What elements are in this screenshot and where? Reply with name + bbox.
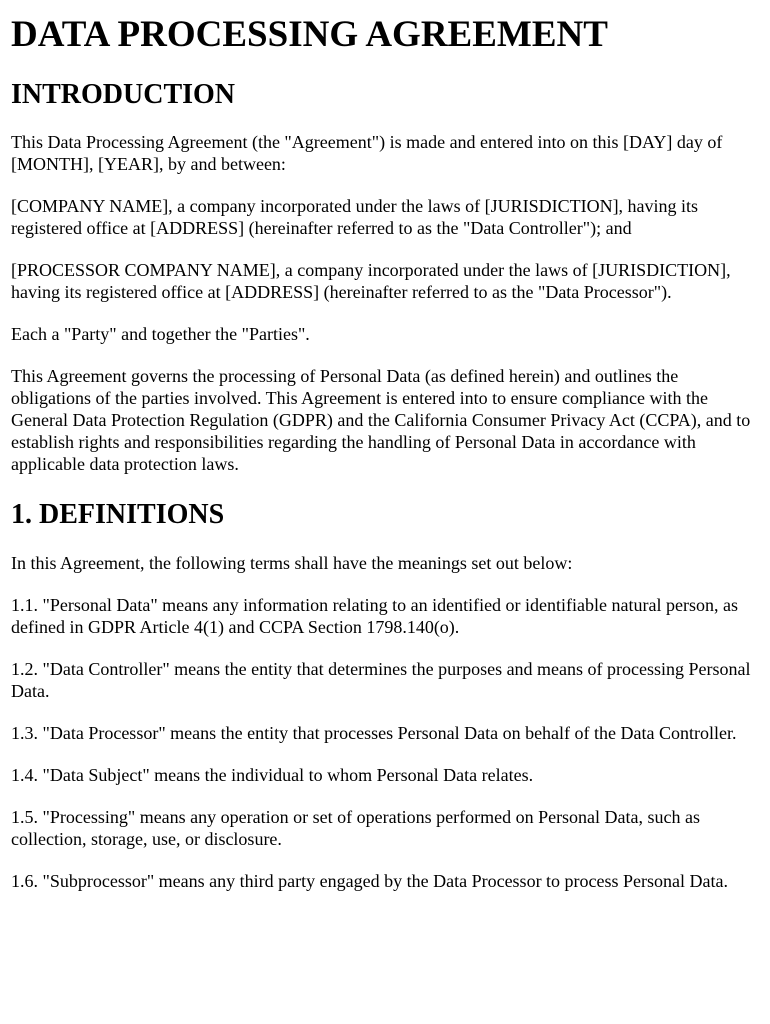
intro-paragraph-2: [COMPANY NAME], a company incorporated under the laws of [JURISDICTION], having its registered office at [ADDRESS] (hereinafter referred to as the "Data Controller"); and [11, 195, 699, 238]
intro-paragraph-4: Each a "Party" and together the "Parties". [11, 323, 310, 344]
intro-paragraph-3: [PROCESSOR COMPANY NAME], a company incorporated under the laws of [JURISDICTION], having its registered office at [ADDRESS] (hereinafter referred to as the "Data Processor"). [11, 259, 731, 302]
document-title: DATA PROCESSING AGREEMENT [11, 14, 608, 55]
definition-item-1-1: 1.1. "Personal Data" means any information relating to an identified or identifiable natural person, as defined in GDPR Article 4(1) and CCPA Section 1798.140(o). [11, 594, 738, 637]
definitions-heading: 1. DEFINITIONS [11, 498, 225, 530]
introduction-heading: INTRODUCTION [11, 78, 236, 110]
definition-item-1-5: 1.5. "Processing" means any operation or set of operations performed on Personal Data, such as collection, storage, use, or disclosure. [11, 806, 701, 849]
intro-paragraph-5: This Agreement governs the processing of Personal Data (as defined herein) and outlines the obligations of the parties involved. This Agreement is entered into to ensure compliance with the General Data Protection Regulation (GDPR) and the California Consumer Privacy Act (CCPA), and to establish rights and responsibilities regarding the handling of Personal Data in accordance with applicable data protection laws. [11, 365, 751, 474]
intro-paragraph-1: This Data Processing Agreement (the "Agreement") is made and entered into on this [DAY] day of [MONTH], [YEAR], by and between: [11, 131, 723, 174]
definition-item-1-6: 1.6. "Subprocessor" means any third party engaged by the Data Processor to process Personal Data. [11, 870, 729, 891]
definitions-lead: In this Agreement, the following terms shall have the meanings set out below: [11, 552, 573, 573]
definition-item-1-3: 1.3. "Data Processor" means the entity that processes Personal Data on behalf of the Data Controller. [11, 722, 737, 743]
definition-item-1-4: 1.4. "Data Subject" means the individual to whom Personal Data relates. [11, 764, 534, 785]
definition-item-1-2: 1.2. "Data Controller" means the entity that determines the purposes and means of processing Personal Data. [11, 658, 751, 701]
